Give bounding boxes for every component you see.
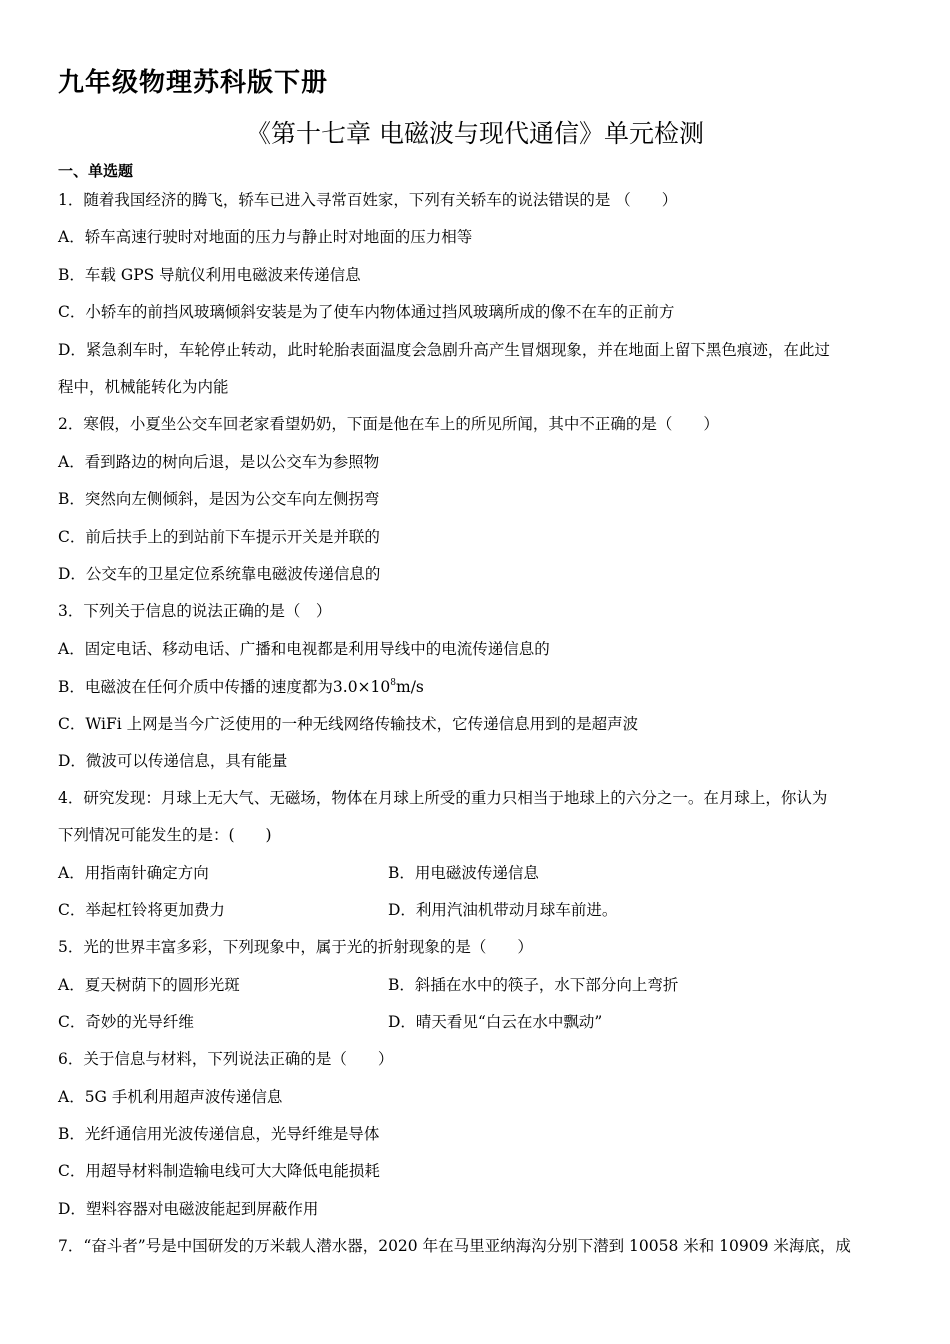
question-6-option-b: B．光纤通信用光波传递信息，光导纤维是导体 xyxy=(58,1125,380,1143)
speed-unit: m/s xyxy=(396,678,424,696)
document-subtitle: 《第十七章 电磁波与现代通信》单元检测 xyxy=(246,119,704,148)
speed-value: 3.0×10 xyxy=(332,678,391,696)
question-1-option-d-line1: D．紧急刹车时，车轮停止转动，此时轮胎表面温度会急剧升高产生冒烟现象，并在地面上留下黑色痕迹，在此过 xyxy=(58,341,830,359)
question-3-option-a: A．固定电话、移动电话、广播和电视都是利用导线中的电流传递信息的 xyxy=(58,640,550,658)
question-5-option-b: B．斜插在水中的筷子，水下部分向上弯折 xyxy=(388,976,679,994)
document-title: 九年级物理苏科版下册 xyxy=(58,68,329,98)
question-5-stem: 5．光的世界丰富多彩，下列现象中，属于光的折射现象的是（ ） xyxy=(58,938,533,956)
question-1-option-d-line2: 程中，机械能转化为内能 xyxy=(58,378,229,396)
question-6-option-c: C．用超导材料制造输电线可大大降低电能损耗 xyxy=(58,1162,380,1180)
question-4-option-d: D．利用汽油机带动月球车前进。 xyxy=(388,901,618,919)
question-6-option-a: A．5G 手机利用超声波传递信息 xyxy=(58,1088,283,1106)
question-4-option-c: C．举起杠铃将更加费力 xyxy=(58,901,225,919)
question-1-stem: 1．随着我国经济的腾飞，轿车已进入寻常百姓家，下列有关轿车的说法错误的是 （ ） xyxy=(58,191,678,209)
question-1-option-a: A．轿车高速行驶时对地面的压力与静止时对地面的压力相等 xyxy=(58,228,473,246)
section-heading: 一、单选题 xyxy=(58,162,134,180)
question-4-stem-line1: 4．研究发现：月球上无大气、无磁场，物体在月球上所受的重力只相当于地球上的六分之一。在月球上，你认为 xyxy=(58,789,828,807)
question-6-stem: 6．关于信息与材料，下列说法正确的是（ ） xyxy=(58,1050,394,1068)
speed-exponent: 8 xyxy=(390,678,397,688)
question-7-stem: 7．“奋斗者”号是中国研发的万米载人潜水器，2020 年在马里亚纳海沟分别下潜到 10058 米和 10909 米海底，成 xyxy=(58,1237,851,1255)
question-5-option-c: C．奇妙的光导纤维 xyxy=(58,1013,194,1031)
question-2-option-a: A．看到路边的树向后退，是以公交车为参照物 xyxy=(58,453,380,471)
option-b-text: B．电磁波在任何介质中传播的速度都为 xyxy=(58,678,333,696)
question-2-stem: 2．寒假，小夏坐公交车回老家看望奶奶，下面是他在车上的所见所闻，其中不正确的是（ ） xyxy=(58,415,719,433)
question-1-option-b: B．车载 GPS 导航仪利用电磁波来传递信息 xyxy=(58,266,361,284)
question-2-option-d: D．公交车的卫星定位系统靠电磁波传递信息的 xyxy=(58,565,381,583)
question-4-option-b: B．用电磁波传递信息 xyxy=(388,864,539,882)
question-3-option-b xyxy=(58,676,424,698)
question-5-option-a: A．夏天树荫下的圆形光斑 xyxy=(58,976,240,994)
question-5-option-d: D．晴天看见“白云在水中飘动” xyxy=(388,1013,603,1031)
question-3-stem: 3．下列关于信息的说法正确的是（ ） xyxy=(58,602,332,620)
question-3-option-d: D．微波可以传递信息，具有能量 xyxy=(58,752,288,770)
question-3-option-c: C．WiFi 上网是当今广泛使用的一种无线网络传输技术，它传递信息用到的是超声波 xyxy=(58,715,639,733)
question-2-option-b: B．突然向左侧倾斜，是因为公交车向左侧拐弯 xyxy=(58,490,380,508)
question-2-option-c: C．前后扶手上的到站前下车提示开关是并联的 xyxy=(58,528,380,546)
question-4-option-a: A．用指南针确定方向 xyxy=(58,864,209,882)
question-6-option-d: D．塑料容器对电磁波能起到屏蔽作用 xyxy=(58,1200,319,1218)
question-1-option-c: C．小轿车的前挡风玻璃倾斜安装是为了使车内物体通过挡风玻璃所成的像不在车的正前方 xyxy=(58,303,675,321)
question-4-stem-line2: 下列情况可能发生的是：( ) xyxy=(58,826,272,844)
